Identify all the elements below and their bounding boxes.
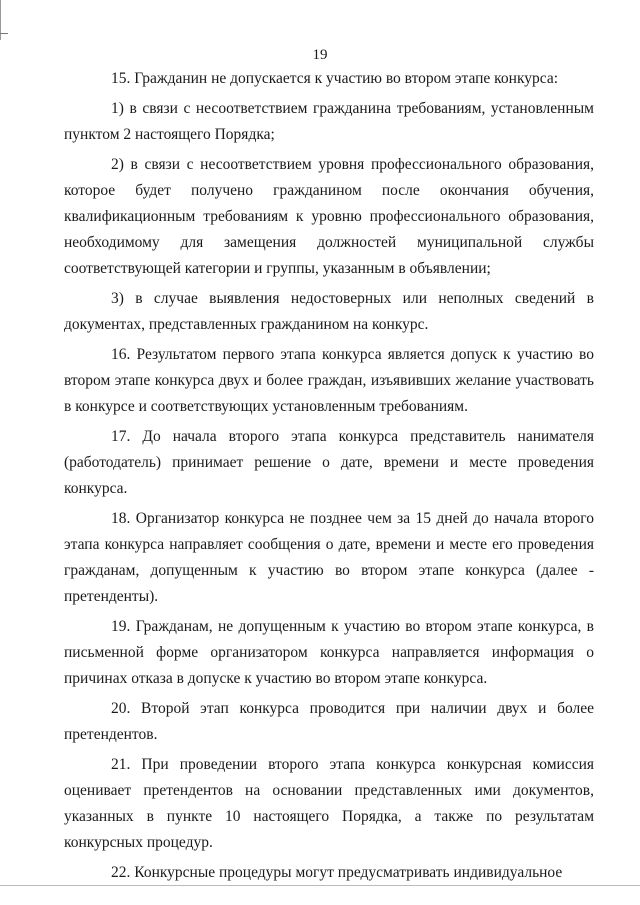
paragraph-20: 20. Второй этап конкурса проводится при наличии двух и более претендентов. <box>64 700 594 743</box>
paragraph-15: 15. Гражданин не допускается к участию во втором этапе конкурса: <box>111 70 559 87</box>
scan-edge-top <box>0 33 8 34</box>
paragraph-16: 16. Результатом первого этапа конкурса является допуск к участию во втором этапе конкурса двух и более граждан, изъявивших желание участвовать в конкурсе и соответствующих установленным требованиям. <box>64 346 594 415</box>
paragraph-15-item-3: 3) в случае выявления недостоверных или неполных сведений в документах, представленных гражданином на конкурс. <box>64 290 594 333</box>
paragraph-15-item-1: 1) в связи с несоответствием гражданина требованиям, установленным пунктом 2 настоящего Порядка; <box>64 100 594 143</box>
paragraph-18: 18. Организатор конкурса не позднее чем за 15 дней до начала второго этапа конкурса направляет сообщения о дате, времени и месте его проведения гражданам, допущенным к участию во втором этапе конкурса (далее - претенденты). <box>64 510 594 605</box>
page-number: 19 <box>312 47 328 63</box>
paragraph-15-item-2: 2) в связи с несоответствием уровня профессионального образования, которое будет получено гражданином после окончания обучения, квалификационным требованиям к уровню профессионального образования, необходимому для замещения должностей муниципальной службы соответствующей категории и группы, указанным в объявлении; <box>64 156 594 277</box>
paragraph-21: 21. При проведении второго этапа конкурса конкурсная комиссия оценивает претендентов на основании представленных ими документов, указанных в пункте 10 настоящего Порядка, а также по результатам конкурсных процедур. <box>64 756 594 851</box>
scan-edge-bottom <box>0 885 640 886</box>
paragraph-19: 19. Гражданам, не допущенным к участию во втором этапе конкурса, в письменной форме организатором конкурса направляется информация о причинах отказа в допуске к участию во втором этапе конкурса. <box>64 618 594 687</box>
scan-edge-left <box>0 0 1 40</box>
paragraph-17: 17. До начала второго этапа конкурса представитель нанимателя (работодатель) принимает решение о дате, времени и месте проведения конкурса. <box>64 428 594 497</box>
paragraph-22: 22. Конкурсные процедуры могут предусматривать индивидуальное <box>111 864 563 881</box>
document-body <box>64 66 594 890</box>
